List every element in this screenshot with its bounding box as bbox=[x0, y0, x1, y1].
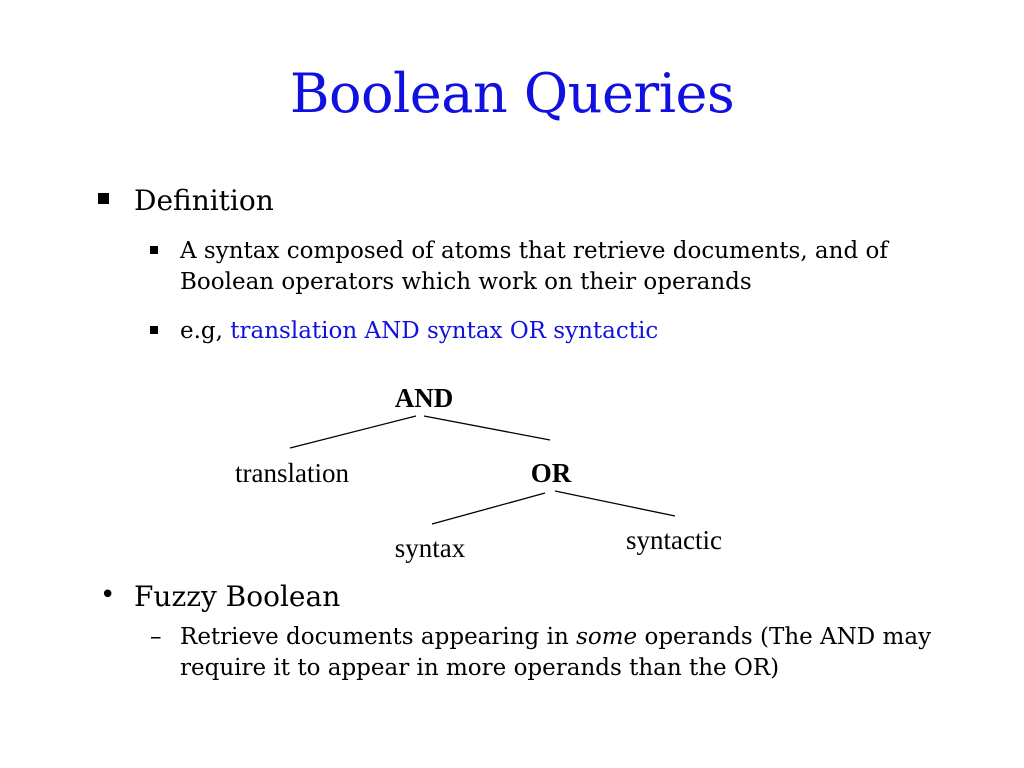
tree-node-syntactic: syntactic bbox=[626, 525, 722, 555]
definition-text: A syntax composed of atoms that retrieve documents, and of Boolean operators which work on their operands bbox=[180, 238, 888, 295]
fuzzy-heading: Fuzzy Boolean bbox=[134, 580, 341, 613]
edge-and-or bbox=[424, 416, 550, 440]
tree-node-or: OR bbox=[530, 458, 572, 488]
fuzzy-text bbox=[180, 622, 980, 684]
dash-bullet-icon: – bbox=[150, 624, 162, 650]
fuzzy-text-emphasis: some bbox=[576, 624, 638, 650]
fuzzy-text-before: Retrieve documents appearing in bbox=[180, 624, 577, 650]
edge-and-translation bbox=[290, 416, 416, 448]
edge-or-syntax bbox=[432, 493, 545, 524]
definition-heading: Definition bbox=[134, 184, 274, 217]
round-bullet-icon: • bbox=[100, 580, 116, 610]
tree-node-syntax: syntax bbox=[394, 533, 466, 563]
tree-node-translation: translation bbox=[235, 458, 349, 488]
fuzzy-text-after: operands (The AND may require it to appear in more operands than the OR) bbox=[180, 624, 932, 681]
edge-or-syntactic bbox=[555, 491, 675, 516]
tree-node-and: AND bbox=[394, 383, 454, 413]
slide-title: Boolean Queries bbox=[289, 62, 735, 125]
example-prefix: e.g, bbox=[180, 318, 231, 344]
example-query: translation AND syntax OR syntactic bbox=[230, 318, 659, 344]
